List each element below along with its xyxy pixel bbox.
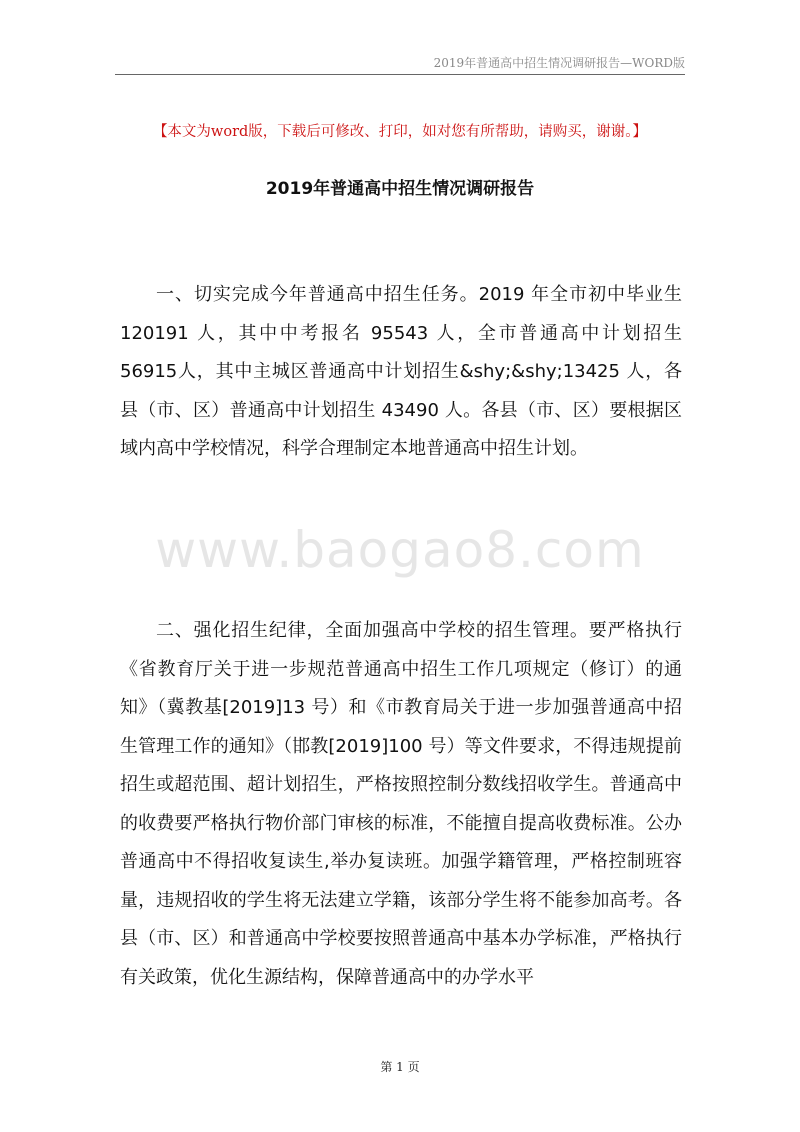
running-header: 2019年普通高中招生情况调研报告—WORD版 bbox=[433, 56, 685, 70]
paragraph-1: 一、切实完成今年普通高中招生任务。2019 年全市初中毕业生 120191 人，其中中考报名 95543 人，全市普通高中计划招生 56915人，其中主城区普通高中计划招生&shy;&shy;13425 人，各县（市、区）普通高中计划招生 43490 人。各县（市、区）要根据区域内高中学校情况，科学合理制定本地普通高中招生计划。 bbox=[120, 284, 682, 459]
document-title: 2019年普通高中招生情况调研报告 bbox=[265, 179, 535, 199]
page-number: 第 1 页 bbox=[380, 1060, 420, 1074]
paragraph-2: 二、强化招生纪律，全面加强高中学校的招生管理。要严格执行《省教育厅关于进一步规范普通高中招生工作几项规定（修订）的通知》（冀教基[2019]13 号）和《市教育局关于进一步加强普通高中招生管理工作的通知》（邯教[2019]100 号）等文件要求，不得违规提前招生或超范围、超计划招生，严格按照控制分数线招收学生。普通高中的收费要严格执行物价部门审核的标准，不能擅自提高收费标准。公办普通高中不得招收复读生,举办复读班。加强学籍管理，严格控制班容量，违规招收的学生将无法建立学籍，该部分学生将不能参加高考。各县（市、区）和普通高中学校要按照普通高中基本办学标准，严格执行有关政策，优化生源结构，保障普通高中的办学水平 bbox=[120, 620, 682, 988]
watermark-text: www.baogao8.com bbox=[155, 521, 645, 579]
purchase-notice: 【本文为word版，下载后可修改、打印，如对您有所帮助，请购买，谢谢。】 bbox=[152, 124, 648, 140]
header-divider bbox=[115, 74, 685, 75]
